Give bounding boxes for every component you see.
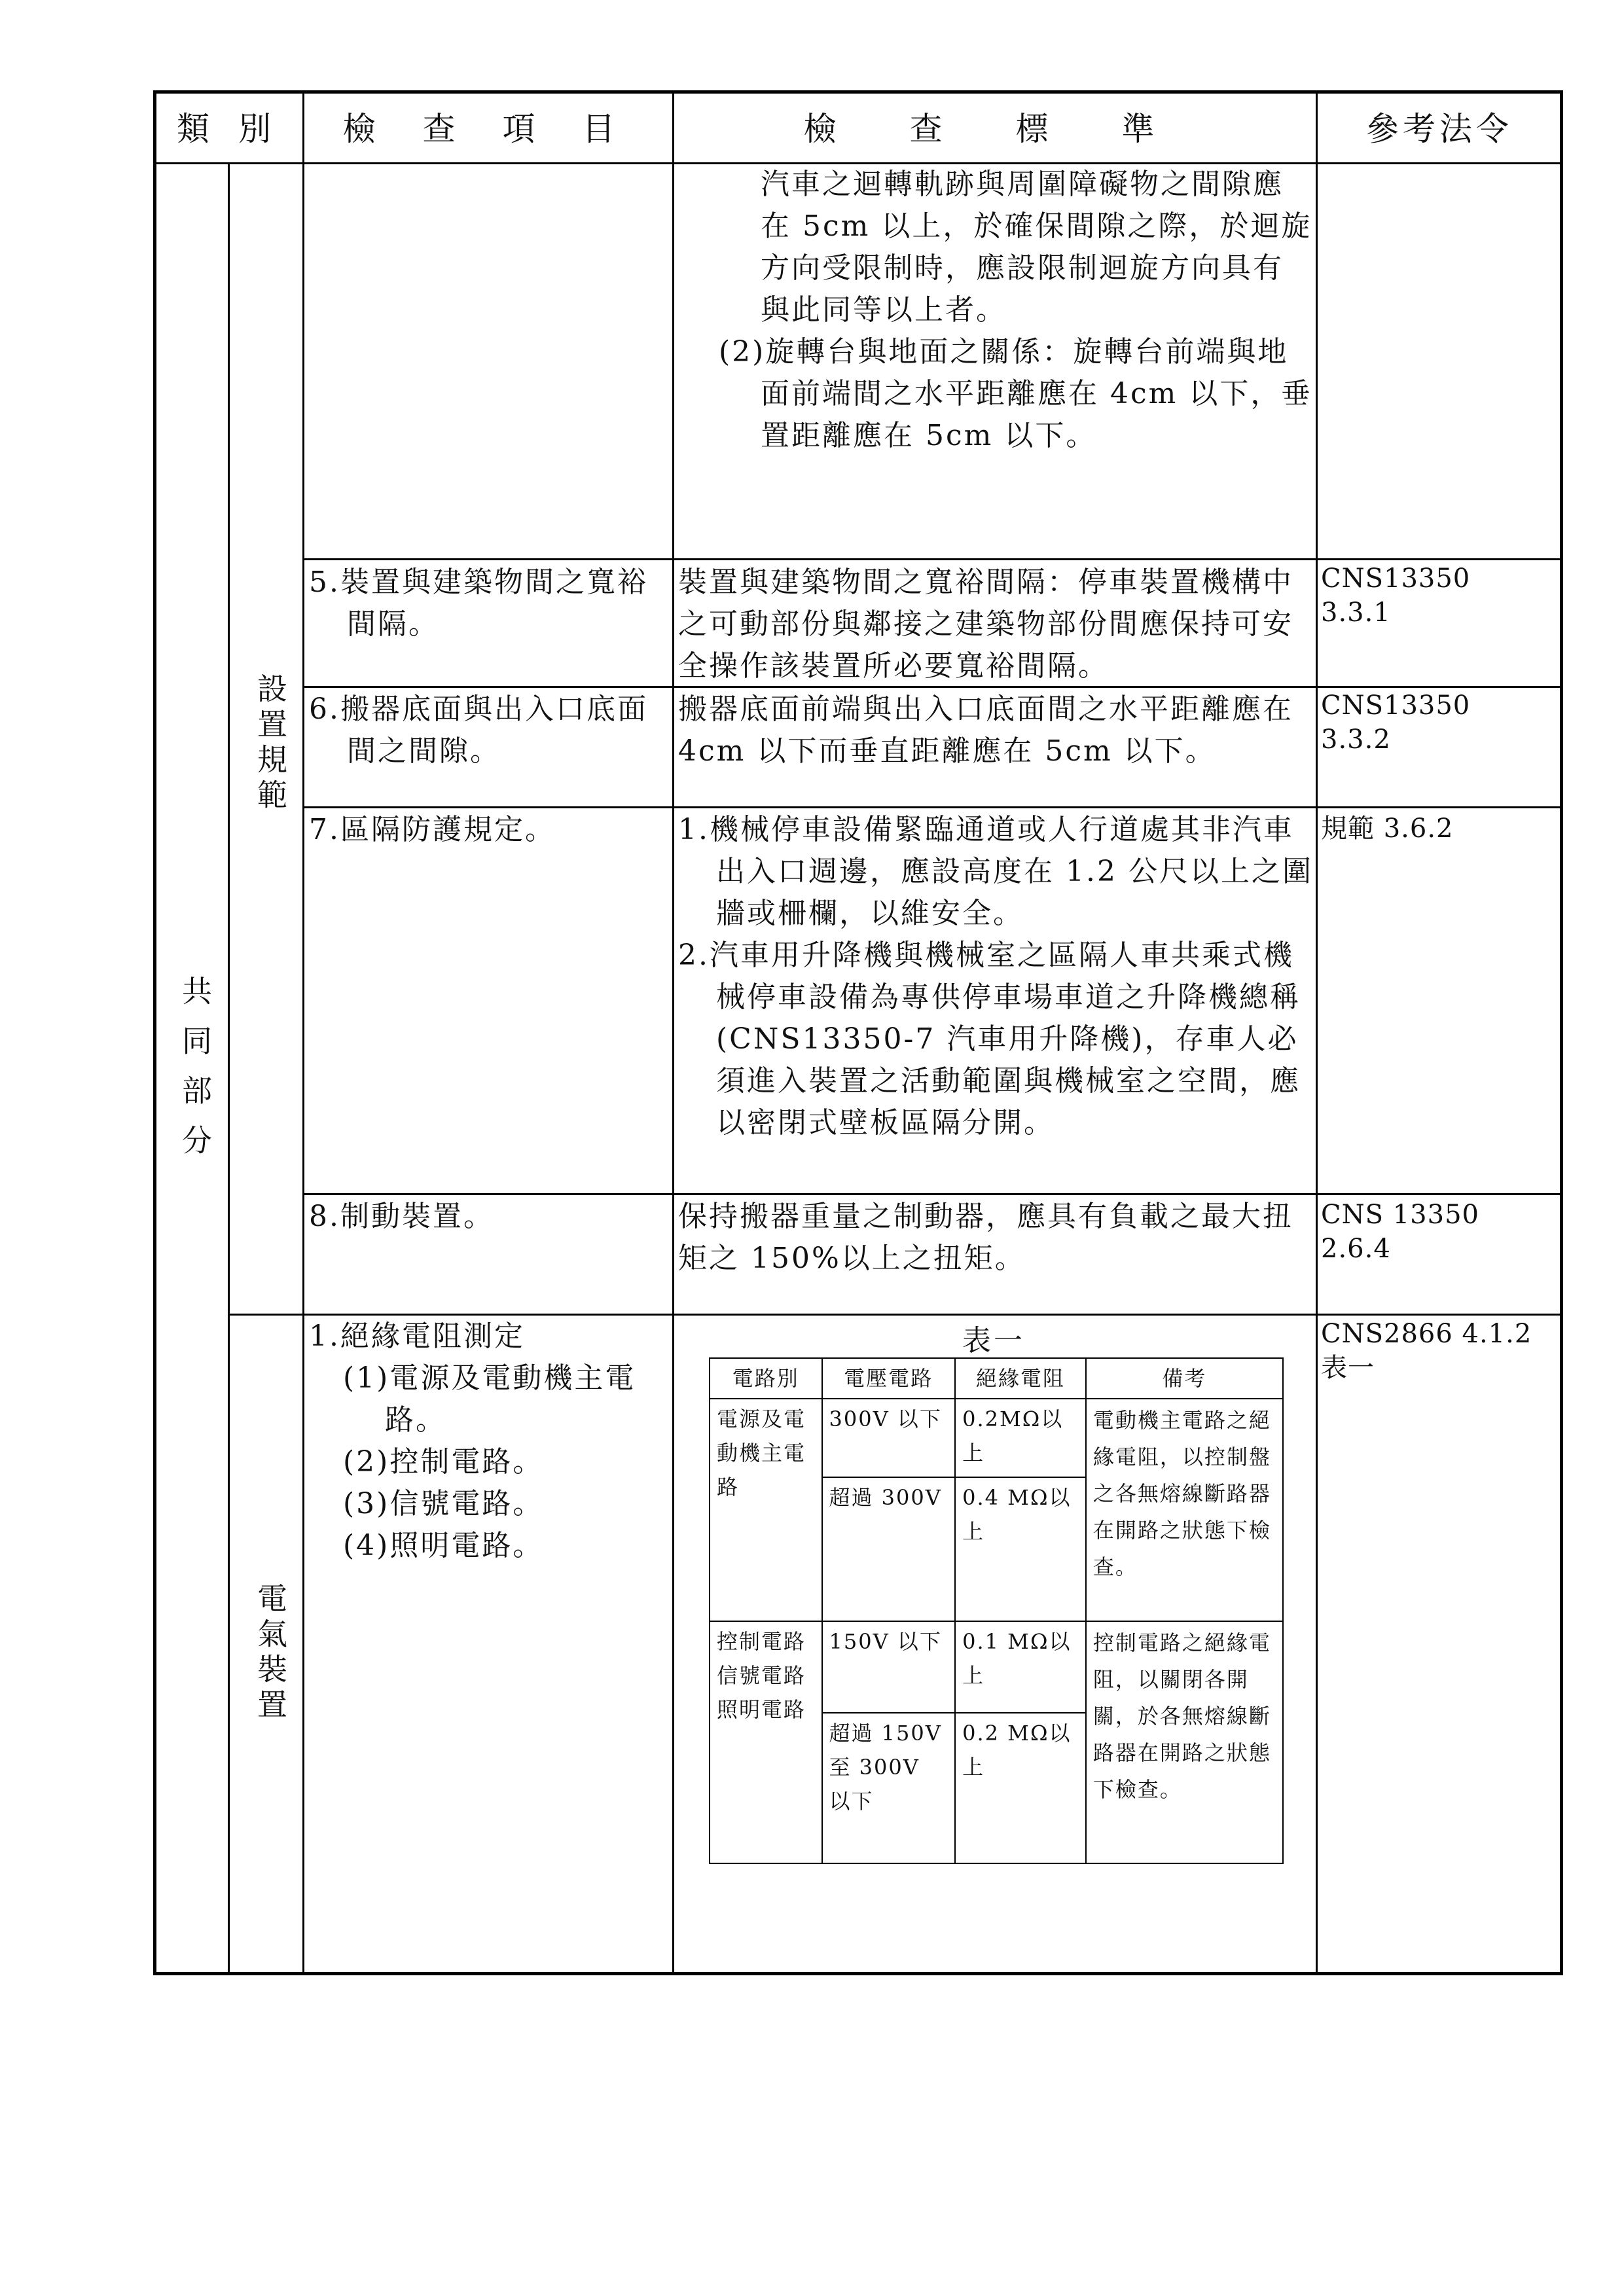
category-common: 共同部分 (177, 975, 213, 1174)
row-3-item: 7.區隔防護規定。 (309, 813, 556, 846)
resistance-cell: 0.1 MΩ以上 (955, 1621, 1086, 1713)
sub-item: (3)信號電路。 (343, 1487, 544, 1520)
item-title: 1.絕緣電阻測定 (309, 1319, 525, 1353)
voltage-cell: 150V 以下 (822, 1621, 956, 1713)
reference-line: 3.3.1 (1321, 598, 1391, 628)
note-cell: 控制電路之絕緣電阻，以關閉各開關，於各無熔線斷路器在開路之狀態下檢查。 (1086, 1621, 1283, 1863)
table-row (710, 1399, 1283, 1477)
sub-item: (2)控制電路。 (343, 1445, 544, 1479)
header-standard: 檢 查 標 準 (803, 110, 1186, 148)
reference-line: CNS 13350 (1321, 1200, 1479, 1230)
circuit-cell: 控制電路信號電路照明電路 (710, 1621, 822, 1863)
header-item: 檢 查 項 目 (342, 110, 634, 148)
row-4-standard: 保持搬器重量之制動器，應具有負載之最大扭矩之 150%以上之扭矩。 (678, 1200, 1293, 1275)
table-header: 備考 (1086, 1358, 1283, 1399)
table1-caption: 表一 (962, 1324, 1025, 1357)
resistance-cell: 0.2 MΩ以上 (955, 1713, 1086, 1863)
row-2-standard: 搬器底面前端與出入口底面間之水平距離應在 4cm 以下而垂直距離應在 5cm 以下。 (678, 692, 1293, 768)
table-header: 絕緣電阻 (955, 1358, 1086, 1399)
row-3-standard (678, 809, 1313, 1144)
row-1-standard: 裝置與建築物間之寬裕間隔：停車裝置機構中之可動部份與鄰接之建築物部份間應保持可安全操作該裝置所必要寬裕間隔。 (678, 565, 1293, 683)
row-4-reference (1321, 1198, 1560, 1266)
reference-line: CNS2866 4.1.2 (1321, 1319, 1532, 1349)
grid-line (672, 90, 674, 1975)
insulation-table (709, 1357, 1284, 1864)
standard-line: 1.機械停車設備緊臨通道或人行道處其非汽車出入口週邊，應設高度在 1.2 公尺以上之圍牆或柵欄，以維安全。 (678, 813, 1313, 930)
reference-line: 規範 3.6.2 (1321, 814, 1454, 844)
voltage-cell: 超過 150V 至 300V 以下 (822, 1713, 956, 1863)
table-header: 電壓電路 (822, 1358, 956, 1399)
grid-line (1316, 90, 1318, 1975)
voltage-cell: 300V 以下 (822, 1399, 956, 1477)
grid-line (302, 806, 1563, 808)
grid-line (302, 558, 1563, 560)
row-4-item: 8.制動裝置。 (309, 1200, 494, 1233)
standard-line: 汽車之迴轉軌跡與周圍障礙物之間隙應在 5cm 以上，於確保間隙之際，於迴旋方向受限制時，應設限制迴旋方向具有與此同等以上者。 (761, 168, 1312, 327)
row-1-reference (1321, 562, 1560, 630)
sub-item: (1)電源及電動機主電路。 (343, 1361, 636, 1437)
category-setup-spec: 設置規範 (253, 673, 288, 814)
reference-line: 2.6.4 (1321, 1234, 1391, 1264)
table-header-row (710, 1358, 1283, 1399)
row-2-item: 6.搬器底面與出入口底面間之間隙。 (309, 692, 648, 768)
note-cell: 電動機主電路之絕緣電阻，以控制盤之各無熔線斷路器在開路之狀態下檢查。 (1086, 1399, 1283, 1621)
standard-line: 2.汽車用升降機與機械室之區隔人車共乘式機械停車設備為專供停車場車道之升降機總稱(CNS13350-7 汽車用升降機)，存車人必須進入裝置之活動範圍與機械室之空間，應以密閉式壁板區隔分開。 (678, 939, 1301, 1139)
row-5-item (309, 1316, 672, 1567)
category-electrical: 電氣裝置 (253, 1583, 288, 1724)
standard-line: (2)旋轉台與地面之關係：旋轉台前端與地面前端間之水平距離應在 4cm 以下，垂置距離應在 5cm 以下。 (719, 335, 1312, 452)
reference-line: CNS13350 (1321, 691, 1471, 721)
grid-line (302, 1193, 1563, 1195)
reference-line: 3.3.2 (1321, 725, 1391, 755)
table-header: 電路別 (710, 1358, 822, 1399)
circuit-cell: 電源及電動機主電路 (710, 1399, 822, 1621)
row-1-item: 5.裝置與建築物間之寬裕間隔。 (309, 565, 648, 641)
row-0-standard (681, 164, 1312, 457)
reference-line: 表一 (1321, 1353, 1375, 1383)
header-reference: 參考法令 (1366, 110, 1513, 148)
header-category: 類 別 (177, 110, 280, 148)
table-row (710, 1621, 1283, 1713)
row-3-reference (1321, 812, 1560, 846)
row-2-reference (1321, 689, 1560, 757)
reference-line: CNS13350 (1321, 564, 1471, 594)
grid-line (228, 162, 230, 1975)
grid-line (302, 162, 304, 1975)
row-5-reference (1321, 1317, 1560, 1385)
voltage-cell: 超過 300V (822, 1477, 956, 1621)
sub-item: (4)照明電路。 (343, 1529, 544, 1562)
resistance-cell: 0.2MΩ以上 (955, 1399, 1086, 1477)
resistance-cell: 0.4 MΩ以上 (955, 1477, 1086, 1621)
